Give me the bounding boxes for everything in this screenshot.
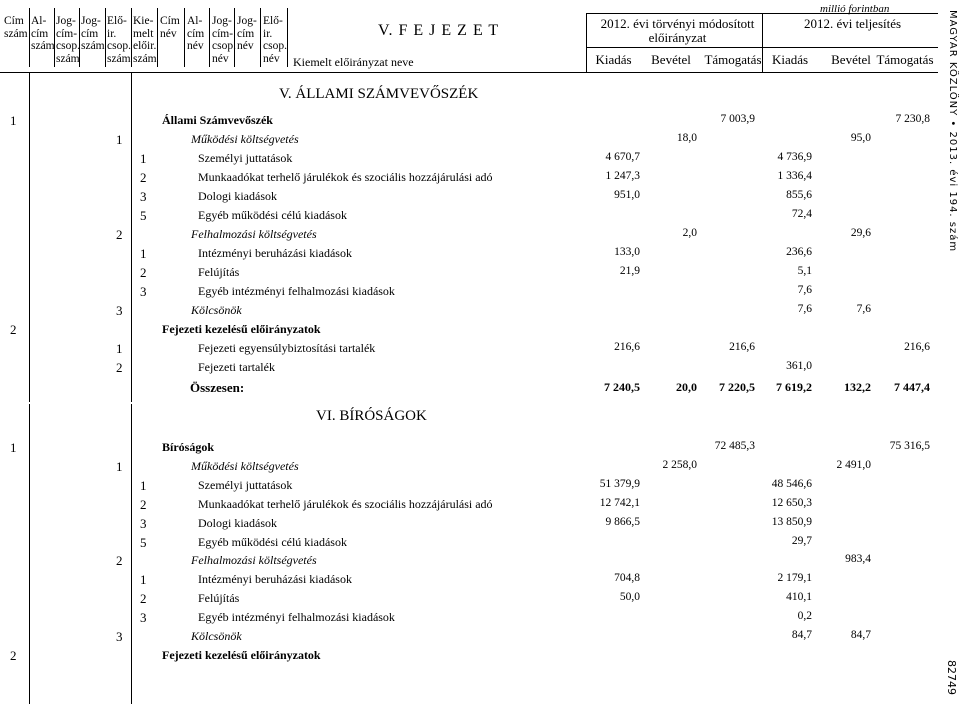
row-index-c3: 1 <box>140 572 147 588</box>
cell-kiadas-2: 0,2 <box>797 610 812 623</box>
sub-tamogatas-1: Támogatás <box>704 52 762 67</box>
cell-kiadas-2: 361,0 <box>786 360 812 372</box>
row-index-c3: 5 <box>140 534 147 550</box>
total-tamogatas-2: 7 447,4 <box>894 380 930 394</box>
cell-kiadas-2: 4 736,9 <box>777 151 812 163</box>
row-index-c2: 1 <box>116 341 123 356</box>
cell-tamogatas-2: 7 230,8 <box>895 113 930 125</box>
row-label: Állami Számvevőszék <box>162 113 273 127</box>
cell-kiadas-2: 13 850,9 <box>771 515 812 528</box>
row-index-c3: 3 <box>140 189 147 204</box>
row-label: Fejezeti kezelésű előirányzatok <box>162 647 321 662</box>
total-kiadas-1: 7 240,5 <box>604 380 640 394</box>
cell-bevetel-2: 983,4 <box>845 553 871 566</box>
table-row <box>0 437 935 456</box>
total-label: Összesen: <box>190 380 245 395</box>
cell-bevetel-1: 18,0 <box>676 132 697 144</box>
cell-kiadas-1: 704,8 <box>614 572 640 585</box>
cell-kiadas-2: 7,6 <box>797 284 812 296</box>
row-label: Működési költségvetés <box>191 132 299 146</box>
row-label: Fejezeti kezelésű előirányzatok <box>162 322 321 336</box>
header-bottom-line <box>0 72 938 73</box>
row-label: Egyéb intézményi felhalmozási kiadások <box>198 284 395 298</box>
table-row <box>0 588 935 607</box>
row-index-c2: 1 <box>116 458 123 474</box>
row-index-c2: 3 <box>116 629 123 644</box>
col-sep-g <box>184 8 185 67</box>
cell-kiadas-2: 410,1 <box>786 591 812 604</box>
table-row <box>0 550 935 569</box>
row-index-c2: 2 <box>116 553 123 569</box>
chapter-title: V. F E J E Z E T <box>378 22 500 39</box>
table-row <box>0 167 935 186</box>
header-col-alcim-nev: Al-cím név <box>187 15 205 52</box>
header-col-jogcimcsop-nev: Jog-cím-csop. név <box>212 15 236 65</box>
table-row <box>0 626 935 645</box>
table-row <box>0 300 935 319</box>
row-label: Felhalmozási költségvetés <box>191 553 317 568</box>
table-row <box>0 129 935 148</box>
row-index-c3: 3 <box>140 610 147 626</box>
row-index-c1: 1 <box>10 440 17 455</box>
row-label: Kölcsönök <box>191 303 242 317</box>
row-label: Munkaadókat terhelő járulékok és szociális hozzájárulási adó <box>198 496 493 511</box>
cell-tamogatas-1: 216,6 <box>729 341 755 353</box>
cell-kiadas-1: 51 379,9 <box>599 477 640 490</box>
table-row <box>0 110 935 129</box>
cell-tamogatas-1: 7 003,9 <box>720 113 755 125</box>
row-index-c3: 1 <box>140 246 147 261</box>
group-torvenyi: 2012. évi törvényi módosított előirányzat <box>600 16 755 45</box>
cell-tamogatas-2: 216,6 <box>904 341 930 353</box>
row-label: Egyéb működési célú kiadások <box>198 208 347 222</box>
header-col-cim-nev: Cím név <box>160 15 180 40</box>
header-col-jogcim-szam: Jog-cím szám <box>81 15 105 52</box>
table-row <box>0 243 935 262</box>
row-index-c3: 3 <box>140 284 147 299</box>
row-index-c3: 2 <box>140 265 147 280</box>
cell-bevetel-1: 2,0 <box>682 227 697 239</box>
table-row <box>0 319 935 338</box>
col-sep-i <box>234 8 235 67</box>
row-index-c2: 2 <box>116 360 123 375</box>
cell-bevetel-2: 95,0 <box>850 132 871 144</box>
row-label: Intézményi beruházási kiadások <box>198 246 352 260</box>
table-row <box>0 186 935 205</box>
col-sep-a <box>29 8 30 67</box>
row-index-c3: 3 <box>140 515 147 531</box>
row-index-c1: 2 <box>10 647 17 663</box>
total-bevetel-2: 132,2 <box>844 380 871 394</box>
col-sep-e <box>131 8 132 67</box>
header-col-jogcimcsop-szam: Jog-cím-csop. szám <box>56 15 80 65</box>
cell-kiadas-1: 21,9 <box>619 265 640 277</box>
row-label: Működési költségvetés <box>191 458 299 473</box>
total-tamogatas-1: 7 220,5 <box>719 380 755 394</box>
col-sep-d <box>105 8 106 67</box>
row-label: Bíróságok <box>162 440 215 454</box>
header-col-cim-szam: Cím szám <box>4 15 28 40</box>
cell-kiadas-1: 216,6 <box>614 341 640 353</box>
cell-bevetel-2: 2 491,0 <box>836 458 871 471</box>
table-row <box>0 224 935 243</box>
cell-kiadas-2: 29,7 <box>791 534 812 547</box>
sub-tamogatas-2: Támogatás <box>876 52 934 67</box>
sub-kiadas-2: Kiadás <box>771 52 809 67</box>
row-label: Dologi kiadások <box>198 515 277 530</box>
cell-kiadas-2: 5,1 <box>797 265 812 277</box>
table-row <box>0 513 935 532</box>
header-col-eloir-csop-szam: Elő-ir. csop. szám <box>107 15 131 65</box>
kiemelt-label: Kiemelt előirányzat neve <box>293 55 414 69</box>
sub-bevetel-1: Bevétel <box>651 52 691 67</box>
cell-kiadas-2: 7,6 <box>797 303 812 315</box>
cell-kiadas-1: 4 670,7 <box>605 151 640 163</box>
cell-bevetel-1: 2 258,0 <box>662 458 697 471</box>
cell-kiadas-2: 855,6 <box>786 189 812 201</box>
row-label: Egyéb működési célú kiadások <box>198 534 347 549</box>
col-sep-h <box>209 8 210 67</box>
row-index-c3: 1 <box>140 151 147 166</box>
table-row <box>0 205 935 224</box>
row-label: Dologi kiadások <box>198 189 277 203</box>
col-sep-c <box>79 8 80 67</box>
cell-bevetel-2: 84,7 <box>850 629 871 641</box>
cell-kiadas-2: 2 179,1 <box>777 572 812 585</box>
table-row <box>0 494 935 513</box>
cell-kiadas-1: 951,0 <box>614 189 640 201</box>
row-label: Felhalmozási költségvetés <box>191 227 317 241</box>
row-index-c1: 2 <box>10 322 17 337</box>
total-kiadas-2: 7 619,2 <box>776 380 812 394</box>
row-label: Fejezeti egyensúlybiztosítási tartalék <box>198 341 376 355</box>
table-row <box>0 645 935 664</box>
cell-bevetel-2: 29,6 <box>850 227 871 239</box>
table-row <box>0 281 935 300</box>
table-row <box>0 456 935 475</box>
journal-side-label: MAGYAR KÖZLÖNY • 2013. évi 194. szám <box>947 10 958 253</box>
section1-total-row <box>0 377 935 396</box>
table-row <box>0 475 935 494</box>
header-sep-2 <box>586 13 587 72</box>
row-index-c3: 5 <box>140 208 147 223</box>
cell-kiadas-1: 9 866,5 <box>605 515 640 528</box>
col-sep-f <box>157 8 158 67</box>
section2-title: VI. BÍRÓSÁGOK <box>316 408 427 424</box>
row-label: Fejezeti tartalék <box>198 360 275 374</box>
table-row <box>0 569 935 588</box>
row-label: Munkaadókat terhelő járulékok és szociális hozzájárulási adó <box>198 170 493 184</box>
col-sep-j <box>260 8 261 67</box>
cell-kiadas-2: 72,4 <box>791 208 812 220</box>
row-label: Személyi juttatások <box>198 477 293 492</box>
col-sep-b <box>54 8 55 67</box>
header-sep-1 <box>762 13 763 72</box>
row-index-c3: 2 <box>140 591 147 607</box>
sub-kiadas-1: Kiadás <box>595 52 632 67</box>
cell-kiadas-2: 84,7 <box>791 629 812 641</box>
row-label: Kölcsönök <box>191 629 242 643</box>
header-col-eloir-csop-nev: Elő-ir. csop. név <box>263 15 287 65</box>
table-row <box>0 338 935 357</box>
row-index-c3: 2 <box>140 170 147 185</box>
cell-kiadas-1: 50,0 <box>619 591 640 604</box>
header-col-jogcim-nev: Jog-cím név <box>237 15 257 52</box>
row-label: Személyi juttatások <box>198 151 293 165</box>
sub-bevetel-2: Bevétel <box>831 52 871 67</box>
cell-kiadas-1: 133,0 <box>614 246 640 258</box>
cell-kiadas-2: 12 650,3 <box>771 496 812 509</box>
table-row <box>0 532 935 551</box>
cell-tamogatas-2: 75 316,5 <box>889 440 930 452</box>
row-index-c2: 2 <box>116 227 123 242</box>
cell-kiadas-1: 1 247,3 <box>605 170 640 182</box>
cell-kiadas-2: 48 546,6 <box>771 477 812 490</box>
section1-title: V. ÁLLAMI SZÁMVEVŐSZÉK <box>279 86 479 102</box>
cell-kiadas-1: 12 742,1 <box>599 496 640 509</box>
table-row <box>0 262 935 281</box>
group-teljesites: 2012. évi teljesítés <box>803 16 902 31</box>
table-row <box>0 148 935 167</box>
total-bevetel-1: 20,0 <box>676 380 697 394</box>
row-index-c1: 1 <box>10 113 17 128</box>
cell-kiadas-2: 236,6 <box>786 246 812 258</box>
header-col-kiemelt-szam: Kie-melt előir. szám <box>133 15 157 65</box>
row-index-c2: 3 <box>116 303 123 318</box>
unit-label: millió forintban <box>820 3 890 15</box>
table-row <box>0 607 935 626</box>
cell-kiadas-2: 1 336,4 <box>777 170 812 182</box>
row-index-c3: 2 <box>140 496 147 512</box>
header-col-alcim-szam: Al-cím szám <box>31 15 55 52</box>
row-label: Intézményi beruházási kiadások <box>198 572 352 587</box>
col-sep-k <box>287 8 288 67</box>
row-index-c3: 1 <box>140 477 147 493</box>
cell-bevetel-2: 7,6 <box>856 303 871 315</box>
row-index-c2: 1 <box>116 132 123 147</box>
row-label: Felújítás <box>198 265 240 279</box>
page-code: 82749 <box>945 660 958 695</box>
row-label: Egyéb intézményi felhalmozási kiadások <box>198 610 395 625</box>
table-row <box>0 357 935 376</box>
cell-tamogatas-1: 72 485,3 <box>714 440 755 452</box>
row-label: Felújítás <box>198 591 240 606</box>
